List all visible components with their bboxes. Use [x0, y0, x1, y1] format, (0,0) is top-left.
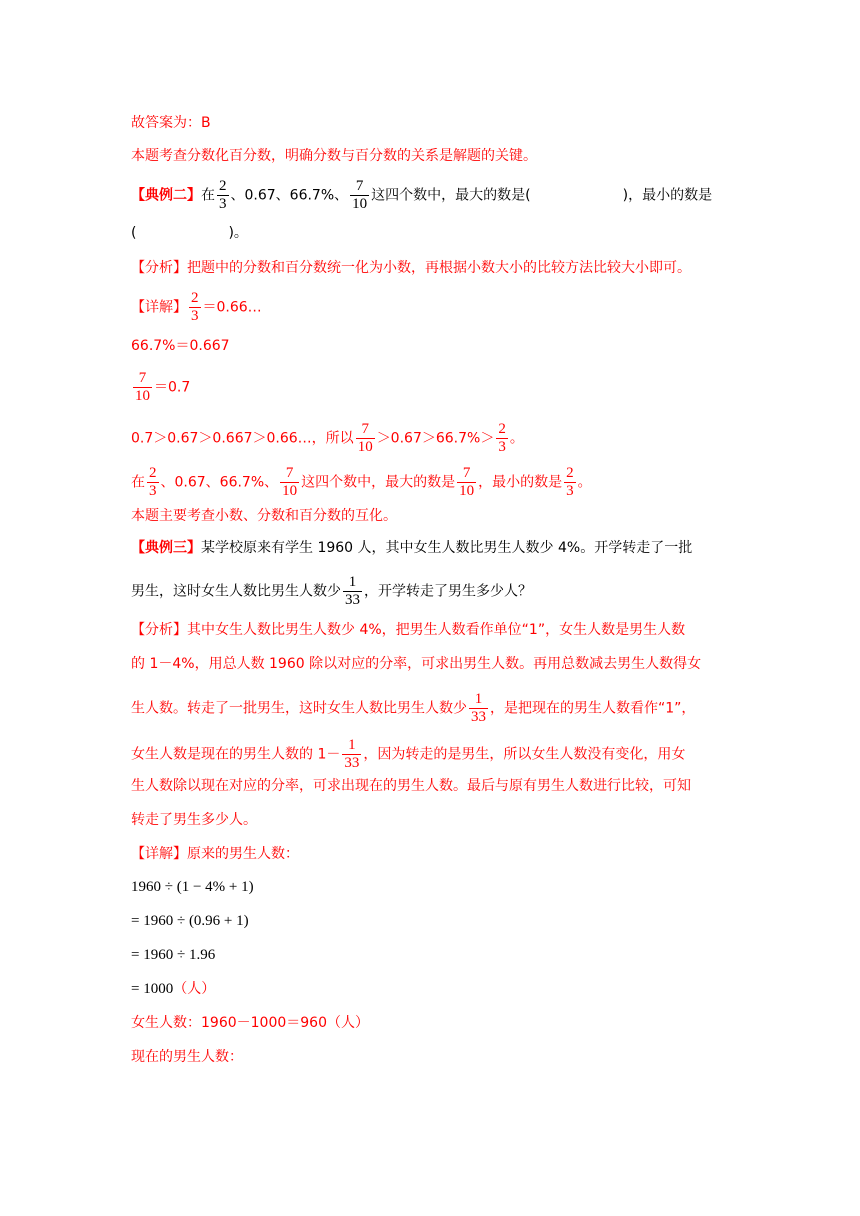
text: ，是把现在的男生人数看作“1”，	[490, 700, 696, 717]
text: 。	[509, 430, 524, 447]
detail-tag: 【详解】	[131, 299, 187, 316]
fraction	[457, 465, 476, 500]
summary-1: 本题考查分数化百分数，明确分数与百分数的关系是解题的关键。	[131, 148, 537, 164]
example-2-detail-line1	[131, 290, 262, 325]
example-3-question-line2	[131, 574, 532, 609]
fraction	[217, 178, 229, 213]
example-3-analysis-line3	[131, 691, 695, 726]
text: )。	[228, 225, 248, 241]
denominator: 33	[471, 709, 486, 725]
example-3-tag: 【典例三】	[131, 540, 201, 556]
numerator: 7	[356, 421, 375, 439]
text: 这四个数中，最大的数是	[301, 474, 456, 491]
summary-2: 本题主要考查小数、分数和百分数的互化。	[131, 508, 397, 524]
text: 某学校原来有学生 1960 人，其中女生人数比男生人数少 4%。开学转走了一批	[201, 540, 693, 556]
example-2-question	[131, 178, 712, 213]
detail-tag: 【详解】	[131, 846, 187, 862]
denominator: 10	[357, 439, 373, 455]
text: ＞0.67＞66.7%＞	[376, 430, 495, 447]
current-boys-line: 现在的男生人数：	[131, 1049, 243, 1065]
numerator: 2	[498, 421, 506, 437]
equation-line-2: = 1960 ÷ (0.96 + 1)	[131, 913, 249, 929]
numerator: 2	[191, 290, 199, 306]
numerator: 2	[566, 465, 574, 481]
fraction	[133, 370, 152, 405]
example-3-analysis-line2: 的 1－4%，用总人数 1960 除以对应的分率，可求出男生人数。再用总数减去男生人数得女	[131, 656, 702, 672]
text: ，开学转走了男生多少人？	[364, 583, 532, 600]
example-2-detail-line2: 66.7%＝0.667	[131, 338, 230, 354]
fraction	[280, 465, 299, 500]
fraction	[496, 421, 508, 456]
text: 生人数。转走了一批男生，这时女生人数比男生人数少	[131, 700, 467, 717]
denominator: 10	[282, 483, 298, 499]
fraction	[342, 737, 361, 772]
denominator: 33	[345, 592, 360, 608]
example-2-analysis: 【分析】把题中的分数和百分数统一化为小数，再根据小数大小的比较方法比较大小即可。	[131, 260, 691, 276]
example-2-detail-line5	[131, 465, 592, 500]
text: (	[131, 225, 137, 241]
equation-line-4	[131, 979, 215, 999]
denominator: 33	[344, 755, 360, 771]
answer-line: 故答案为：B	[131, 115, 211, 131]
numerator: 1	[469, 691, 488, 709]
numerator: 2	[219, 178, 227, 194]
text: = 1000	[131, 981, 174, 997]
fraction	[343, 574, 362, 609]
numerator: 2	[149, 465, 157, 481]
text: 这四个数中，最大的数是(	[371, 187, 531, 204]
denominator: 10	[135, 388, 150, 404]
text: 、0.67、66.7%、	[160, 474, 279, 491]
text: 女生人数是现在的男生人数的 1－	[131, 746, 341, 763]
example-3-question-line1	[131, 538, 692, 558]
denominator: 3	[191, 308, 199, 324]
example-3-analysis-line1: 【分析】其中女生人数比男生人数少 4%，把男生人数看作单位“1”，女生人数是男生人数	[131, 622, 686, 638]
fraction	[350, 178, 369, 213]
denominator: 3	[219, 196, 227, 212]
text: 。	[577, 474, 592, 491]
text: 、0.67、66.7%、	[230, 187, 349, 204]
example-3-analysis-line4	[131, 737, 685, 772]
numerator: 7	[280, 465, 299, 483]
example-3-analysis-line6: 转走了男生多少人。	[131, 812, 257, 828]
fraction	[147, 465, 159, 500]
fraction	[356, 421, 375, 456]
numerator: 7	[457, 465, 476, 483]
denominator: 3	[566, 483, 574, 499]
text: 0.7＞0.67＞0.667＞0.66…，所以	[131, 430, 354, 447]
example-2-question-line2	[131, 223, 248, 243]
text: 在	[201, 187, 215, 204]
denominator: 10	[352, 196, 368, 212]
denominator: 3	[498, 439, 506, 455]
unit: （人）	[173, 981, 216, 997]
fraction	[469, 691, 488, 726]
fraction	[189, 290, 201, 325]
denominator: 10	[459, 483, 475, 499]
equation-line-1: 1960 ÷ (1 − 4% + 1)	[131, 879, 254, 895]
girls-count-line: 女生人数：1960－1000＝960（人）	[131, 1015, 369, 1031]
numerator: 1	[342, 737, 361, 755]
example-2-tag: 【典例二】	[131, 187, 201, 204]
text: ＝0.7	[154, 379, 191, 396]
text: 原来的男生人数：	[187, 846, 299, 862]
example-2-detail-line4	[131, 421, 524, 456]
text: ，最小的数是	[478, 474, 563, 491]
text: 在	[131, 474, 145, 491]
example-2-detail-line3	[131, 370, 190, 405]
numerator: 7	[133, 370, 152, 388]
equation-line-3: = 1960 ÷ 1.96	[131, 947, 216, 963]
text: )，最小的数是	[622, 187, 713, 204]
example-3-detail-title	[131, 844, 299, 864]
numerator: 7	[350, 178, 369, 196]
denominator: 3	[149, 483, 157, 499]
text: ＝0.66…	[202, 299, 262, 316]
numerator: 1	[343, 574, 362, 592]
text: ，因为转走的是男生，所以女生人数没有变化，用女	[363, 746, 686, 763]
fraction	[564, 465, 576, 500]
example-3-analysis-line5: 生人数除以现在对应的分率，可求出现在的男生人数。最后与原有男生人数进行比较，可知	[131, 778, 691, 794]
text: 男生，这时女生人数比男生人数少	[131, 583, 341, 600]
